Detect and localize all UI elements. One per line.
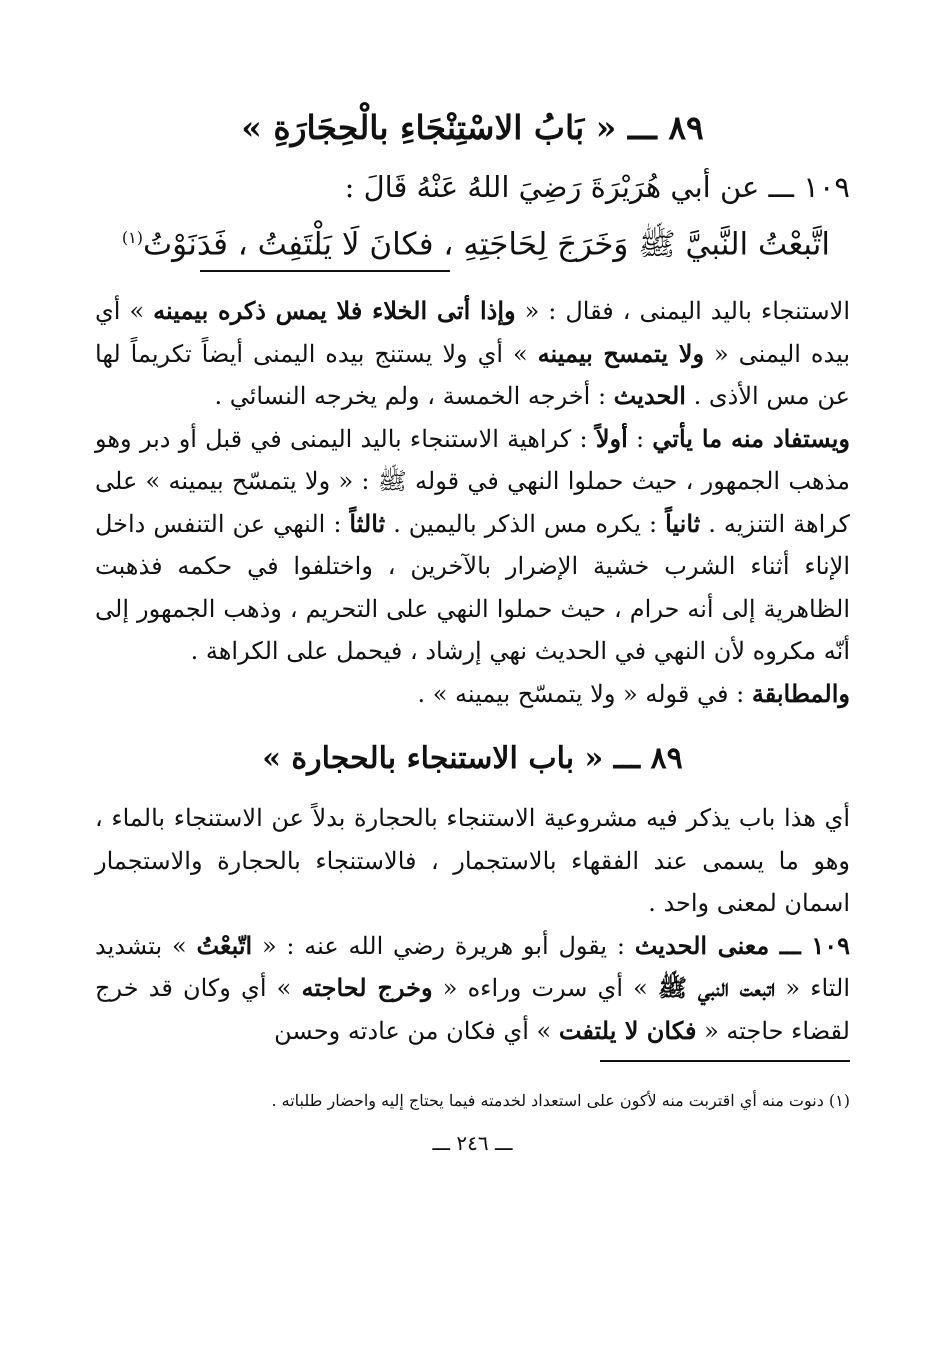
commentary-paragraph: الاستنجاء باليد اليمنى ، فقال : « وإذا أتى الخلاء فلا يمس ذكره بيمينه » أي بيده اليمنى « ولا يتمسح بيمينه » أي ولا يستنج بيده اليمنى أيضاً تكريماً لها عن مس الأذى . الحديث : أخرجه الخمسة ، ولم يخرجه النسائي . [95, 296, 851, 411]
explanation-block [95, 797, 850, 1052]
explanation-paragraph: أي هذا باب يذكر فيه مشروعية الاستنجاء بالحجارة بدلاً عن الاستنجاء بالماء ، وهو ما يسمى عند الفقهاء بالاستجمار ، فالاستنجاء بالحجارة والاستجمار اسمان لمعنى واحد . [95, 804, 850, 918]
hadith-underline [95, 270, 850, 274]
hadith-text-body: اتَّبعْتُ النَّبيَّ ﷺ وَخَرَجَ لِحَاجَتِهِ ، فكانَ لَا يَلْتَفِتُ ، فَدَنَوْتُ [143, 226, 830, 263]
hadith-intro: ١٠٩ ـــ عن أبي هُرَيْرَةَ رَضِيَ اللهُ عَنْهُ قَالَ : [344, 170, 850, 204]
hadith-text [95, 212, 850, 270]
explanation-paragraph: ١٠٩ ـــ معنى الحديث : يقول أبو هريرة رضي الله عنه : « اتّبعْتُ » بتشديد التاء « اتبعت النبي ﷺ » أي سرت وراءه « وخرج لحاجته » أي وكان قد خرج لقضاء حاجته « فكان لا يلتفت » أي فكان من عادته وحسن [95, 930, 851, 1045]
footnote-marker: (١) [121, 228, 143, 247]
commentary-paragraph: ويستفاد منه ما يأتي : أولاً : كراهية الاستنجاء باليد اليمنى في قبل أو دبر وهو مذهب الجمهور ، حيث حملوا النهي في قوله ﷺ : « ولا يتمسّح بيمينه » على كراهة التنزيه . ثانياً : يكره مس الذكر باليمين . ثالثاً : النهي عن التنفس داخل الإناء أثناء الشرب خشية الإضرار بالآخرين ، واختلفوا في حكمه فذهبت الظاهرية إلى أنه حرام ، حيث حملوا النهي على التحريم ، وذهب الجمهور إلى أنّه مكروه لأن النهي في الحديث نهي إرشاد ، فيحمل على الكراهة . [95, 423, 851, 666]
chapter-heading: ٨٩ ـــ « بَابُ الاسْتِنْجَاءِ بالْحِجَارَةِ » [241, 108, 704, 147]
footnote: (١) دنوت منه أي اقتربت منه لأكون على استعداد لخدمته فيما يحتاج إليه واحضار طلباته . [271, 1091, 850, 1111]
book-page [95, 100, 850, 1158]
commentary-paragraph: والمطابقة : في قوله « ولا يتمسّح بيمينه » . [417, 678, 850, 708]
section-heading: ٨٩ ـــ « باب الاستنجاء بالحجارة » [262, 741, 683, 777]
page-number: ـــ ٢٤٦ ـــ [432, 1131, 513, 1156]
commentary-block [95, 290, 850, 715]
footnote-separator [95, 1060, 850, 1062]
